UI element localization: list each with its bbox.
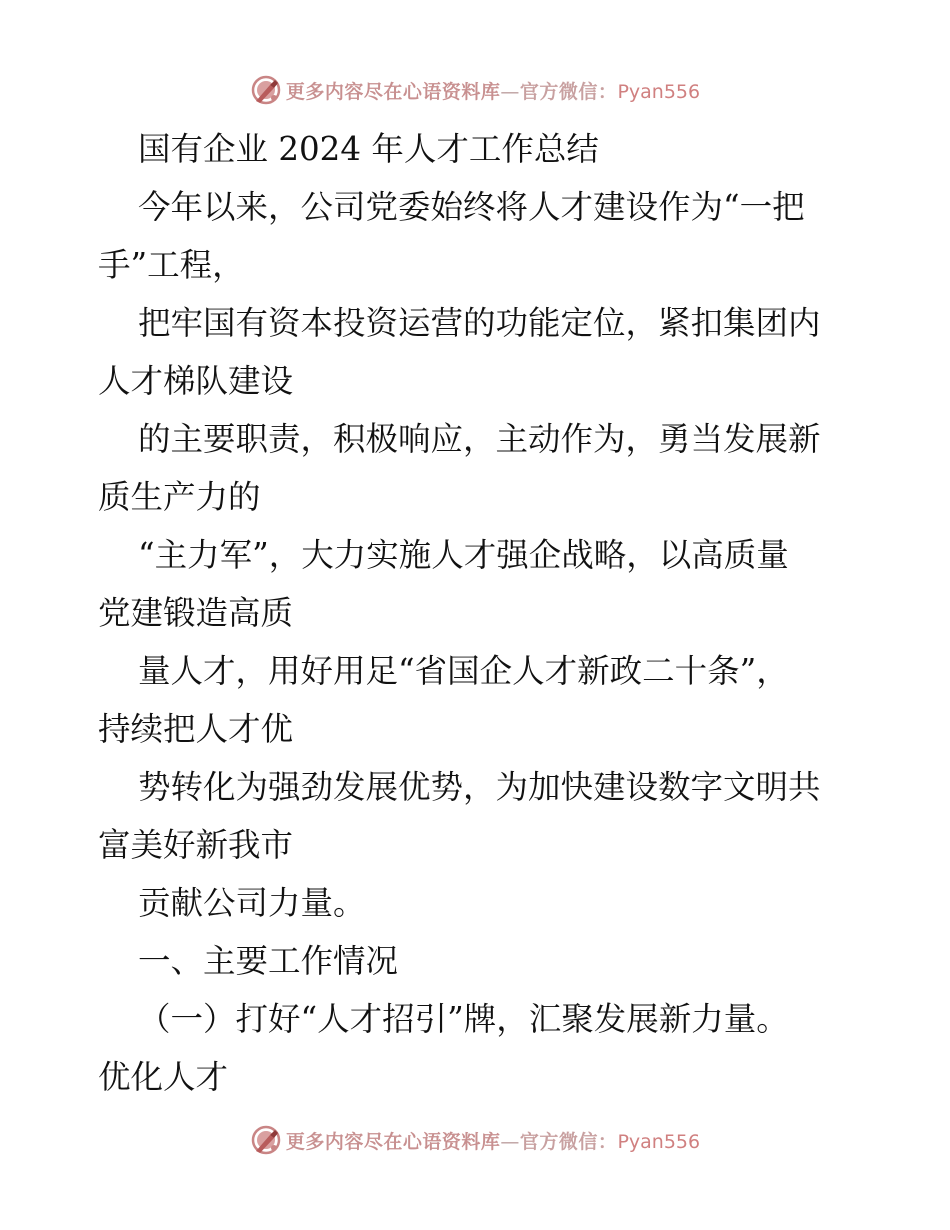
text-line: 人才梯队建设 — [98, 362, 294, 400]
footer-watermark — [0, 1120, 950, 1160]
text-line: 的主要职责，积极响应，主动作为，勇当发展新 — [138, 420, 821, 458]
text-line: 质生产力的 — [98, 478, 261, 516]
header-watermark — [0, 70, 950, 110]
watermark-separator: — — [500, 80, 520, 103]
watermark-separator: — — [500, 1130, 520, 1153]
text-line: 优化人才 — [98, 1058, 229, 1096]
text-line: 富美好新我市 — [98, 826, 294, 864]
watermark-text — [286, 77, 700, 104]
document-body — [98, 120, 858, 1106]
text-line: “主力军”，大力实施人才强企战略，以高质量 — [138, 536, 789, 574]
watermark-id: Pyan556 — [617, 80, 701, 103]
text-line: 势转化为强劲发展优势，为加快建设数字文明共 — [138, 768, 821, 806]
text-line: 持续把人才优 — [98, 710, 294, 748]
pen-logo-icon — [250, 74, 282, 106]
watermark-sub: 官方微信： — [519, 80, 618, 103]
watermark-sub: 官方微信： — [519, 1130, 618, 1153]
text-line: 量人才，用好用足“省国企人才新政二十条”， — [138, 652, 789, 690]
text-line: 今年以来，公司党委始终将人才建设作为“一把 — [138, 188, 805, 226]
document-title: 国有企业 2024 年人才工作总结 — [138, 130, 599, 168]
watermark-id: Pyan556 — [617, 1130, 701, 1153]
watermark-main: 更多内容尽在心语资料库 — [285, 80, 501, 103]
watermark-text — [286, 1127, 700, 1154]
text-line: 手”工程， — [98, 246, 245, 284]
text-line: 把牢国有资本投资运营的功能定位，紧扣集团内 — [138, 304, 821, 342]
text-line: 贡献公司力量。 — [138, 884, 366, 922]
text-line: 一、主要工作情况 — [138, 942, 399, 980]
text-line: 党建锻造高质 — [98, 594, 294, 632]
text-line: （一）打好“人才招引”牌，汇聚发展新力量。 — [138, 1000, 789, 1038]
watermark-main: 更多内容尽在心语资料库 — [285, 1130, 501, 1153]
pen-logo-icon — [250, 1124, 282, 1156]
